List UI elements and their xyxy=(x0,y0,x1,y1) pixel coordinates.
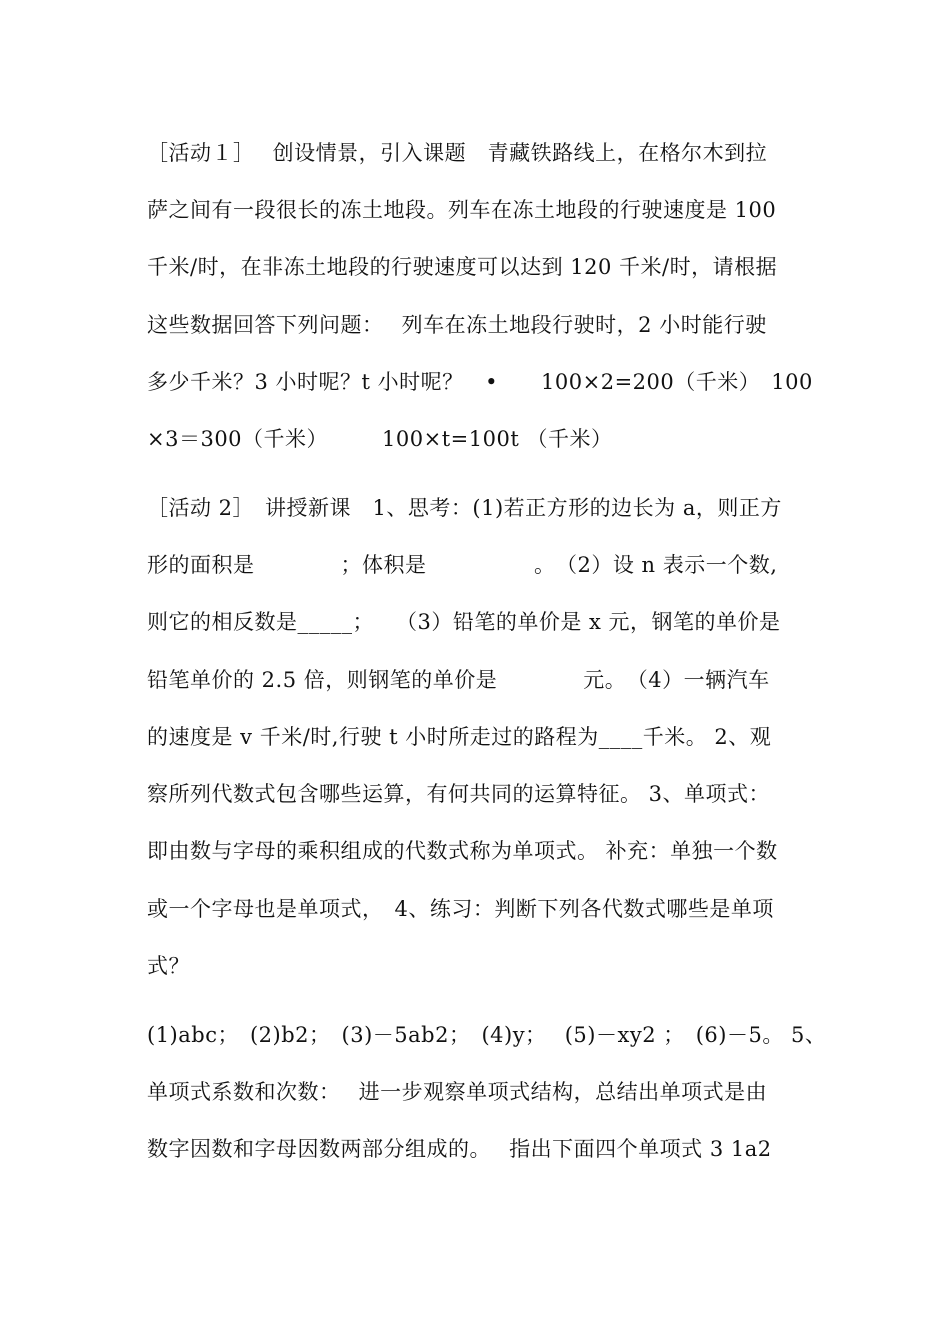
text-line: 数字因数和字母因数两部分组成的。 指出下面四个单项式 3 1a2 xyxy=(147,1137,772,1161)
text-line: 这些数据回答下列问题： 列车在冻土地段行驶时，2 小时能行驶 xyxy=(147,313,767,337)
text-line: ［活动１］ 创设情景，引入课题 青藏铁路线上，在格尔木到拉 xyxy=(147,141,768,165)
text-line: 即由数与字母的乘积组成的代数式称为单项式。 补充：单独一个数 xyxy=(147,839,778,863)
text-line: 则它的相反数是_____； （3）铅笔的单价是 x 元，钢笔的单价是 xyxy=(147,610,781,634)
text-line: 察所列代数式包含哪些运算，有何共同的运算特征。 3、单项式： xyxy=(147,782,771,806)
text-line: 形的面积是 ；体积是 。 （2）设 n 表示一个数, xyxy=(147,553,778,577)
text-line: 多少千米？3 小时呢？t 小时呢？ • 100×2=200（千米） 100 xyxy=(147,370,813,394)
text-line: (1)abc； (2)b2； (3)－5ab2； (4)y； (5)－xy2 ； (6)－5。 5、 xyxy=(147,1023,827,1047)
text-line: 的速度是 v 千米/时,行驶 t 小时所走过的路程为____千米。 2、观 xyxy=(147,725,772,749)
text-line: 铅笔单价的 2.5 倍，则钢笔的单价是 元。 （4）一辆汽车 xyxy=(147,668,770,692)
text-line: 式？ xyxy=(147,954,190,978)
text-line: ×3＝300（千米） 100×t=100t （千米） xyxy=(147,427,613,451)
text-line: ［活动 2］ 讲授新课 1、思考：(1)若正方形的边长为 a，则正方 xyxy=(147,496,782,520)
text-line: 千米/时，在非冻土地段的行驶速度可以达到 120 千米/时，请根据 xyxy=(147,255,778,279)
text-line: 单项式系数和次数： 进一步观察单项式结构，总结出单项式是由 xyxy=(147,1080,768,1104)
text-line: 或一个字母也是单项式， 4、练习：判断下列各代数式哪些是单项 xyxy=(147,897,774,921)
text-line: 萨之间有一段很长的冻土地段。列车在冻土地段的行驶速度是 100 xyxy=(147,198,777,222)
